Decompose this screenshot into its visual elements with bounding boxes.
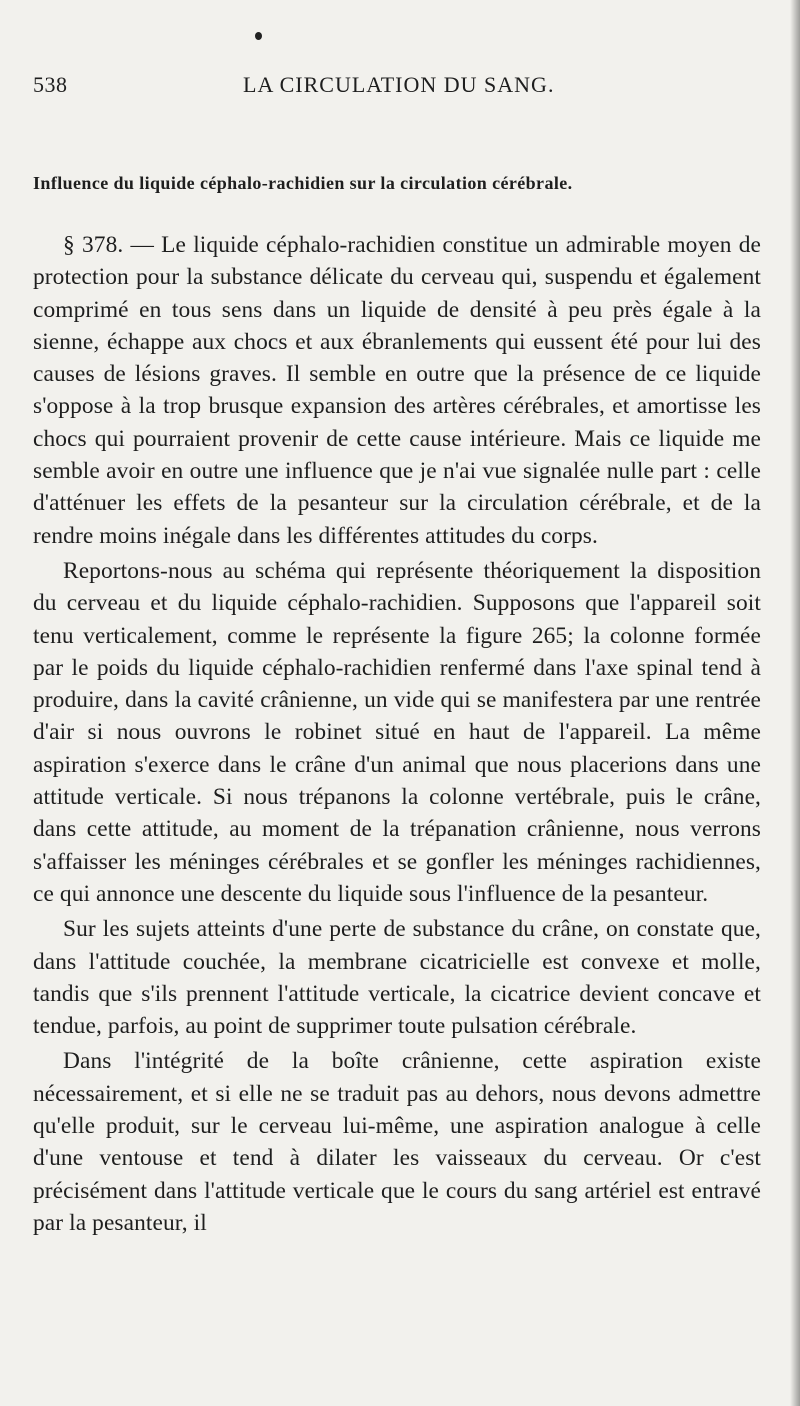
section-heading: Influence du liquide céphalo-rachidien sur la circulation cérébrale. <box>33 173 573 193</box>
page-number: 538 <box>33 72 68 97</box>
body-text <box>33 229 761 1239</box>
running-title: LA CIRCULATION DU SANG. <box>243 72 555 97</box>
paragraph: § 378. — Le liquide céphalo-rachidien constitue un admirable moyen de protection pour la substance délicate du cerveau qui, suspendu et également comprimé en tous sens dans un liquide de densité à peu près égale à la sienne, échappe aux chocs et aux ébranlements qui eussent été pour lui des causes de lésions graves. Il semble en outre que la présence de ce liquide s'oppose à la trop brusque expansion des artères cérébrales, et amortisse les chocs qui pourraient provenir de cette cause intérieure. Mais ce liquide me semble avoir en outre une influence que je n'ai vue signalée nulle part : celle d'atténuer les effets de la pesanteur sur la circulation cérébrale, et de la rendre moins inégale dans les différentes attitudes du corps. <box>33 232 761 549</box>
ink-dot <box>255 32 262 40</box>
page-edge-shadow <box>790 0 800 1406</box>
paragraph: Sur les sujets atteints d'une perte de substance du crâne, on constate que, dans l'attitude couchée, la membrane cicatricielle est convexe et molle, tandis que s'ils prennent l'attitude verticale, la cicatrice devient concave et tendue, parfois, au point de supprimer toute pulsation cérébrale. <box>33 916 761 1040</box>
paragraph: Dans l'intégrité de la boîte crânienne, cette aspiration existe nécessairement, et si elle ne se traduit pas au dehors, nous devons admettre qu'elle produit, sur le cerveau lui-même, une aspiration analogue à celle d'une ventouse et tend à dilater les vaisseaux du cerveau. Or c'est précisément dans l'attitude verticale que le cours du sang artériel est entravé par la pesanteur, il <box>33 1048 761 1236</box>
running-head <box>33 72 773 100</box>
paragraph: Reportons-nous au schéma qui représente théoriquement la disposition du cerveau et du liquide céphalo-rachidien. Supposons que l'appareil soit tenu verticalement, comme le représente la figure 265; la colonne formée par le poids du liquide céphalo-rachidien renfermé dans l'axe spinal tend à produire, dans la cavité crânienne, un vide qui se manifestera par une rentrée d'air si nous ouvrons le robinet situé en haut de l'appareil. La même aspiration s'exerce dans le crâne d'un animal que nous placerions dans une attitude verticale. Si nous trépanons la colonne vertébrale, puis le crâne, dans cette attitude, au moment de la trépanation crânienne, nous verrons s'affaisser les méninges cérébrales et se gonfler les méninges rachidiennes, ce qui annonce une descente du liquide sous l'influence de la pesanteur. <box>33 557 761 907</box>
